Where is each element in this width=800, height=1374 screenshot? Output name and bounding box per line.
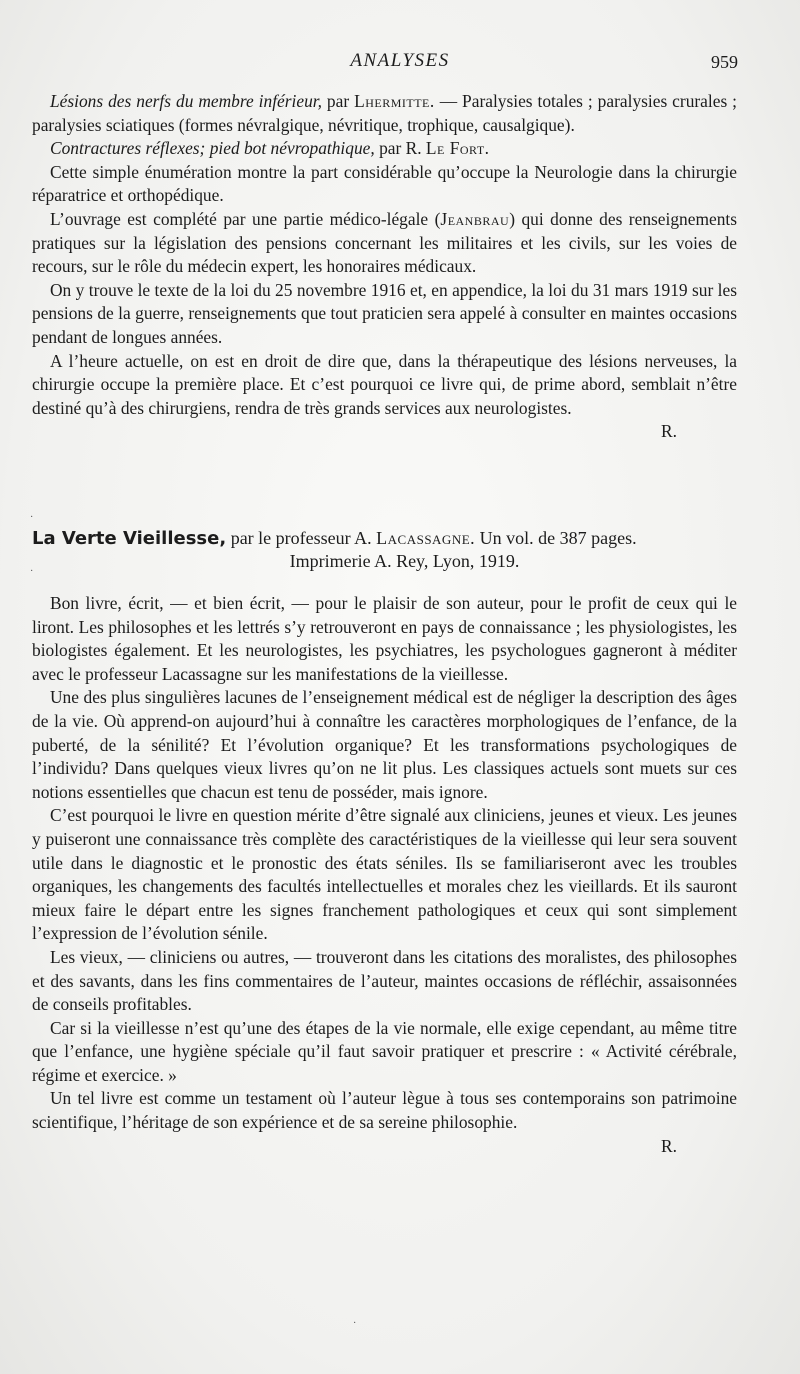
first-review-signature: R. [661, 421, 677, 442]
paragraph-les-vieux: Les vieux, — cliniciens ou autres, — trouveront dans les citations des moralistes, des philosophes et des savants, dans les fins commentaires de l’auteur, maintes occasions de réfléchir, assaisonnées de conseils profitables. [32, 946, 737, 1015]
margin-mark: · [353, 1318, 357, 1329]
chapter-title-contractures: Contractures réflexes; pied bot névropathique, [50, 138, 375, 159]
by-text: par R. [374, 138, 426, 159]
second-review-body [32, 592, 737, 1158]
paragraph-hygiene: Car si la vieillesse n’est qu’une des étapes de la vie normale, elle exige cependant, au même titre que l’enfance, une hygiène spéciale qu’il faut savoir pratiquer et prescrire : « Activité cérébrale, régime et exercice. » [32, 1017, 737, 1085]
paragraph-lacunes: Une des plus singulières lacunes de l’enseignement médical est de négliger la description des âges de la vie. Où apprend-on aujourd’hui à connaître les caractères morphologiques de l’enfance, de la puberté, de la sénilité? Et l’évolution organique? Et les transformations psychologiques de l’individu? Dans quelques vieux livres qu’on ne lit plus. Les classiques actuels sont muets sur ces notions essentielles que chacun est tenu de posséder, mais ignore. [32, 687, 737, 802]
book-title: La Verte Vieillesse, [32, 528, 227, 549]
heading-volume: Un vol. de 387 pages. [475, 528, 637, 548]
text-segment: ) qui donne des renseignements pratiques sur la législation des pensions concernant les militaires et les civils, sur les voies de recours, sur le rôle du médecin expert, les honoraires médicaux. [32, 208, 737, 277]
second-review-signature: R. [661, 1135, 677, 1156]
running-header-title: ANALYSES [350, 50, 450, 71]
text-segment: L’ouvrage est complété par une partie médico-légale ( [50, 208, 441, 229]
author-jeanbrau: Jeanbrau [440, 208, 510, 229]
margin-mark: · [30, 512, 34, 523]
paragraph-testament: Un tel livre est comme un testament où l’auteur lègue à tous ses contemporains son patrimoine scientifique, l’héritage de son expérience et de sa sereine philosophie. [32, 1088, 737, 1133]
by-text: par [321, 91, 355, 111]
second-review-heading [32, 527, 737, 573]
author-lacassagne: Lacassagne. [376, 528, 476, 548]
paragraph-enumeration: Cette simple énumération montre la part considérable qu’occupe la Neurologie dans la chirurgie réparatrice et orthopédique. [32, 161, 737, 206]
first-review-item-lefort [32, 137, 737, 161]
margin-mark: · [30, 566, 34, 577]
first-review-section [32, 90, 737, 444]
paragraph-medico-legale [32, 208, 737, 279]
heading-line-1 [32, 527, 737, 550]
author-lefort: Le Fort. [425, 138, 490, 159]
chapter-title-nerfs: Lésions des nerfs du membre inférieur, [50, 91, 322, 111]
author-lhermitte: Lhermitte. [354, 91, 435, 111]
heading-line-2-publisher: Imprimerie A. Rey, Lyon, 1919. [289, 551, 520, 571]
chapter-content-nerfs: — Paralysies totales ; paralysies crurales ; paralysies sciatiques (formes névralgique, névritique, trophique, causalgique). [32, 91, 738, 135]
first-review-item-lhermitte [32, 90, 737, 137]
paragraph-loi: On y trouve le texte de la loi du 25 novembre 1916 et, en appendice, la loi du 31 mars 1919 sur les pensions de la guerre, renseignements que tout praticien sera appelé à consulter en maintes occasions pendant de longues années. [32, 279, 737, 347]
paragraph-therapeutique: A l’heure actuelle, on est en droit de dire que, dans la thérapeutique des lésions nerveuses, la chirurgie occupe la première place. Et c’est pourquoi ce livre qui, de prime abord, semblait n’être destiné qu’à des chirurgiens, rendra de très grands services aux neurologistes. [32, 350, 737, 418]
heading-by: par le professeur A. [226, 528, 377, 548]
paragraph-cliniciens: C’est pourquoi le livre en question mérite d’être signalé aux cliniciens, jeunes et vieux. Les jeunes y puiseront une connaissance très complète des caractéristiques de la vieillesse qui leur sera souvent utile dans le diagnostic et le pronostic des états séniles. Ils se familiariseront avec les troubles organiques, les changements des facultés intellectuelles et morales chez les vieillards. Et ils sauront mieux faire le départ entre les signes franchement pathologiques et ceux qui sont simplement l’expression de l’évolution sénile. [32, 805, 737, 944]
page-number: 959 [711, 52, 738, 72]
paragraph-bon-livre: Bon livre, écrit, — et bien écrit, — pour le plaisir de son auteur, pour le profit de ceux qui le liront. Les philosophes et les lettrés s’y retrouveront en pays de connaissance ; les physiologistes, les biologistes également. Et les neurologistes, les psychiatres, les psychologues gagneront à méditer avec le professeur Lacassagne sur les manifestations de la vieillesse. [32, 593, 737, 684]
